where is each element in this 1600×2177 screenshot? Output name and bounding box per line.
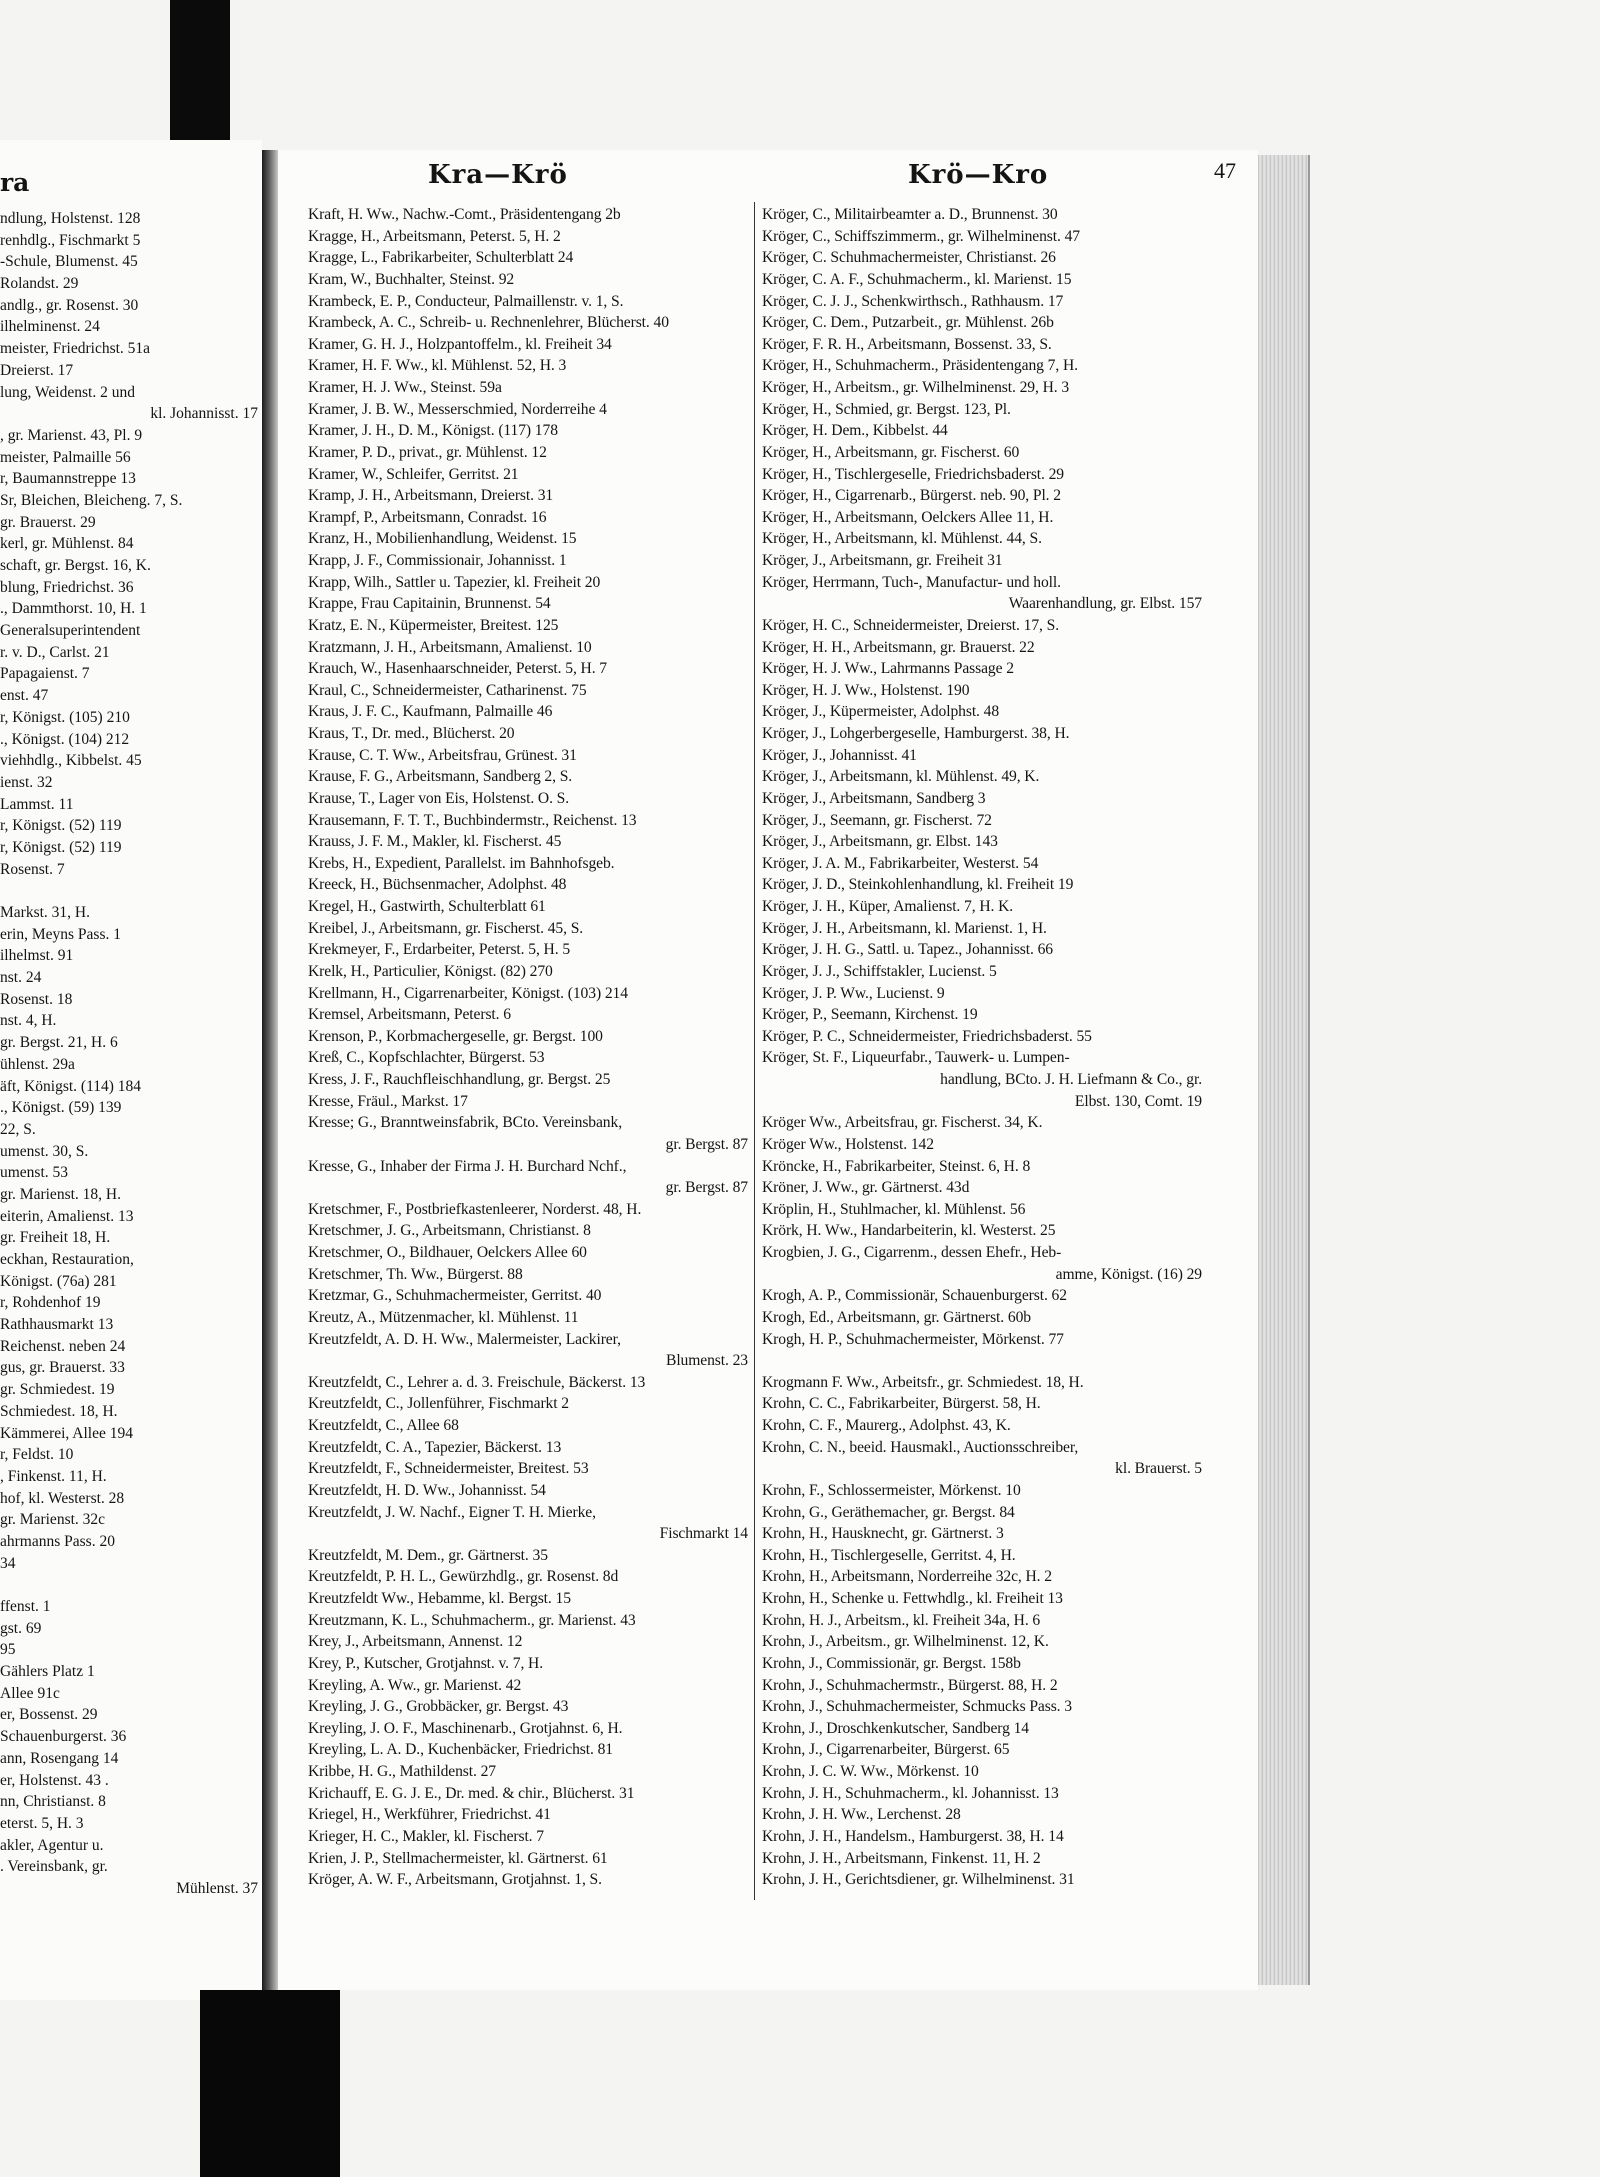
directory-entry: Kram, W., Buchhalter, Steinst. 92 [308, 270, 515, 288]
directory-entry: amme, Königst. (16) 29 [1055, 1265, 1202, 1283]
directory-entry: Kröger, H., Schuhmacherm., Präsidentengang 7, H. [762, 357, 1078, 375]
directory-entry: Kröger, P. C., Schneidermeister, Friedrichsbaderst. 55 [762, 1027, 1092, 1045]
directory-entry: Krapp, J. F., Commissionair, Johannisst. 1 [308, 552, 567, 569]
directory-entry: Krichauff, E. G. J. E., Dr. med. & chir., Blücherst. 31 [308, 1784, 635, 1802]
directory-entry: Kröger, J. J., Schiffstakler, Lucienst. 5 [762, 962, 997, 980]
left-page-line: schaft, gr. Bergst. 16, K. [0, 557, 151, 574]
directory-entry: Kregel, H., Gastwirth, Schulterblatt 61 [308, 898, 546, 915]
directory-entry: Kreibel, J., Arbeitsmann, gr. Fischerst. 45, S. [308, 919, 584, 937]
directory-entry: Kröger, J. H., Arbeitsmann, kl. Marienst. 1, H. [762, 919, 1047, 937]
directory-entry: Kreutzfeldt, J. W. Nachf., Eigner T. H. Mierke, [308, 1503, 596, 1521]
left-page-line: Allee 91c [0, 1684, 60, 1702]
left-page [0, 140, 262, 2000]
directory-entry: Kreutz, A., Mützenmacher, kl. Mühlenst. 11 [308, 1308, 579, 1326]
directory-entry: Kröger, C., Schiffszimmerm., gr. Wilhelminenst. 47 [762, 227, 1080, 245]
directory-entry: Krambeck, A. C., Schreib- u. Rechnenlehrer, Blücherst. 40 [308, 314, 669, 332]
directory-entry: Kretschmer, Th. Ww., Bürgerst. 88 [308, 1265, 523, 1283]
left-page-line: r, Königst. (52) 119 [0, 838, 122, 856]
directory-entry: Kröger, J. A. M., Fabrikarbeiter, Westerst. 54 [762, 854, 1039, 872]
left-page-line: ., Dammthorst. 10, H. 1 [0, 600, 147, 618]
left-page-line: gr. Marienst. 32c [0, 1511, 106, 1529]
directory-entry: Kramp, J. H., Arbeitsmann, Dreierst. 31 [308, 487, 554, 505]
running-head-right: Krö—Kro [908, 160, 1049, 190]
directory-entry: Kreutzfeldt, C. A., Tapezier, Bäckerst. 13 [308, 1438, 562, 1456]
left-page-line: gr. Marienst. 18, H. [0, 1185, 121, 1203]
left-page-line: Generalsuperintendent [0, 622, 141, 640]
directory-entry: Kröger, J. D., Steinkohlenhandlung, kl. Freiheit 19 [762, 876, 1074, 894]
directory-entry: Kriegel, H., Werkführer, Friedrichst. 41 [308, 1806, 551, 1824]
directory-entry: Kresse, G., Inhaber der Firma J. H. Burchard Nchf., [308, 1157, 627, 1175]
left-page-line: ndlung, Holstenst. 128 [0, 210, 141, 227]
left-page-line: ann, Rosengang 14 [0, 1749, 119, 1767]
directory-entry: Kreutzfeldt, F., Schneidermeister, Breitest. 53 [308, 1460, 589, 1478]
directory-entry: Krohn, J. H. Ww., Lerchenst. 28 [762, 1806, 961, 1824]
directory-entry: Kramer, G. H. J., Holzpantoffelm., kl. Freiheit 34 [308, 335, 612, 353]
left-page-line: Kämmerei, Allee 194 [0, 1424, 133, 1442]
left-page-line: meister, Friedrichst. 51a [0, 340, 151, 358]
directory-entry: Kratz, E. N., Küpermeister, Breitest. 125 [308, 616, 559, 634]
directory-entry: Kröger, J. H., Küper, Amalienst. 7, H. K. [762, 898, 1014, 915]
directory-entry: handlung, BCto. J. H. Liefmann & Co., gr. [940, 1071, 1202, 1088]
left-page-line [0, 1574, 258, 1596]
directory-entry: Kröger, St. F., Liqueurfabr., Tauwerk- u. Lumpen- [762, 1049, 1070, 1067]
directory-entry: Krohn, J., Cigarrenarbeiter, Bürgerst. 65 [762, 1741, 1010, 1759]
left-page-line: Dreierst. 17 [0, 361, 74, 379]
directory-entry: Kröncke, H., Fabrikarbeiter, Steinst. 6, H. 8 [762, 1157, 1031, 1175]
right-page [278, 150, 1258, 1990]
directory-entry: Kröger, J., Küpermeister, Adolphst. 48 [762, 703, 1000, 721]
directory-entry: Krohn, J., Schuhmachermeister, Schmucks Pass. 3 [762, 1698, 1072, 1716]
directory-entry: Kröger, J. H. G., Sattl. u. Tapez., Johannisst. 66 [762, 941, 1053, 959]
left-page-line: nst. 24 [0, 969, 42, 987]
left-page-line: Schmiedest. 18, H. [0, 1402, 118, 1420]
directory-entry: Kröger, C., Militairbeamter a. D., Brunnenst. 30 [762, 206, 1058, 223]
directory-entry: Krenson, P., Korbmachergeselle, gr. Bergst. 100 [308, 1027, 603, 1045]
directory-entry: Kröger, H., Schmied, gr. Bergst. 123, Pl. [762, 400, 1011, 418]
left-page-line: 34 [0, 1554, 16, 1572]
directory-entry: Krausemann, F. T. T., Buchbindermstr., Reichenst. 13 [308, 811, 637, 829]
directory-entry: Krause, T., Lager von Eis, Holstenst. O. S. [308, 789, 570, 807]
left-page-line: ., Königst. (104) 212 [0, 730, 130, 748]
left-page-line: umenst. 53 [0, 1164, 69, 1182]
left-page-line: r, Königst. (105) 210 [0, 708, 130, 726]
directory-entry: Kreutzfeldt, C., Jollenführer, Fischmarkt 2 [308, 1395, 569, 1413]
binding-shadow-bottom [200, 1990, 340, 2177]
directory-entry: Krohn, F., Schlossermeister, Mörkenst. 10 [762, 1481, 1021, 1499]
left-page-line [0, 880, 258, 902]
left-page-line: kl. Johannisst. 17 [150, 405, 258, 423]
left-page-line: ienst. 32 [0, 773, 53, 791]
directory-entry: Kröger, H., Arbeitsmann, kl. Mühlenst. 44, S. [762, 530, 1042, 548]
directory-entry: Kretschmer, J. G., Arbeitsmann, Christianst. 8 [308, 1222, 591, 1240]
left-page-line: . Vereinsbank, gr. [0, 1858, 108, 1876]
directory-entry: Kreß, C., Kopfschlachter, Bürgerst. 53 [308, 1049, 545, 1067]
directory-entry: Kramer, H. J. Ww., Steinst. 59a [308, 379, 502, 396]
left-page-line: Rosenst. 18 [0, 990, 73, 1008]
directory-entry: Kröger, P., Seemann, Kirchenst. 19 [762, 1006, 978, 1024]
directory-entry: Krogh, Ed., Arbeitsmann, gr. Gärtnerst. 60b [762, 1308, 1031, 1326]
directory-entry: Kraft, H. Ww., Nachw.-Comt., Präsidentengang 2b [308, 206, 621, 223]
directory-entry: Krohn, J. H., Gerichtsdiener, gr. Wilhelminenst. 31 [762, 1871, 1075, 1889]
left-page-line: r, Königst. (52) 119 [0, 817, 122, 835]
left-page-line: 22, S. [0, 1120, 36, 1138]
directory-entry: Krause, C. T. Ww., Arbeitsfrau, Grünest. 31 [308, 746, 577, 764]
directory-entry: Kreeck, H., Büchsenmacher, Adolphst. 48 [308, 876, 567, 894]
directory-entry: Kraus, J. F. C., Kaufmann, Palmaille 46 [308, 703, 553, 721]
left-page-line: Rolandst. 29 [0, 275, 79, 293]
directory-column-2 [762, 204, 1206, 1891]
directory-entry: Krohn, C. F., Maurerg., Adolphst. 43, K. [762, 1417, 1011, 1434]
left-page-line: enst. 47 [0, 687, 49, 705]
left-page-line: Gählers Platz 1 [0, 1663, 95, 1681]
directory-entry: Krohn, H., Arbeitsmann, Norderreihe 32c, H. 2 [762, 1568, 1052, 1586]
left-page-line: lung, Weidenst. 2 und [0, 383, 135, 401]
directory-entry: Kröger, J., Arbeitsmann, kl. Mühlenst. 49, K. [762, 768, 1040, 786]
left-page-line: Markst. 31, H. [0, 904, 90, 921]
left-page-line: Reichenst. neben 24 [0, 1337, 126, 1355]
directory-entry: Krohn, J., Arbeitsm., gr. Wilhelminenst. 12, K. [762, 1633, 1049, 1651]
left-page-line: Schauenburgerst. 36 [0, 1728, 127, 1746]
directory-entry: Kröger, Herrmann, Tuch-, Manufactur- und holl. [762, 573, 1061, 591]
left-page-line: ilhelminenst. 24 [0, 318, 100, 336]
left-page-header: ra [0, 168, 30, 197]
directory-entry: Kröger, J., Lohgerbergeselle, Hamburgerst. 38, H. [762, 725, 1070, 742]
directory-entry: Kreyling, L. A. D., Kuchenbäcker, Friedrichst. 81 [308, 1741, 613, 1759]
left-page-line: , gr. Marienst. 43, Pl. 9 [0, 426, 143, 444]
left-page-column [0, 208, 258, 1900]
left-page-line: eterst. 5, H. 3 [0, 1814, 84, 1832]
directory-entry: Krohn, C. N., beeid. Hausmakl., Auctionsschreiber, [762, 1438, 1079, 1456]
directory-entry: Kretschmer, F., Postbriefkastenleerer, Norderst. 48, H. [308, 1200, 642, 1218]
directory-entry: Krogh, A. P., Commissionär, Schauenburgerst. 62 [762, 1287, 1067, 1305]
directory-entry: Kröger, H. J. Ww., Holstenst. 190 [762, 681, 970, 699]
left-page-line: ühlenst. 29a [0, 1055, 75, 1073]
left-page-line: gr. Bergst. 21, H. 6 [0, 1034, 118, 1052]
left-page-line: ahrmanns Pass. 20 [0, 1532, 115, 1550]
left-page-line: gr. Schmiedest. 19 [0, 1381, 115, 1399]
left-page-line: äft, Königst. (114) 184 [0, 1077, 142, 1095]
directory-entry: Krohn, J. H., Handelsm., Hamburgerst. 38, H. 14 [762, 1827, 1064, 1845]
directory-entry: Kröger Ww., Arbeitsfrau, gr. Fischerst. 34, K. [762, 1114, 1043, 1132]
directory-entry: Kröger, H., Arbeitsmann, Oelckers Allee 11, H. [762, 508, 1054, 526]
left-page-line: nn, Christianst. 8 [0, 1793, 106, 1811]
left-page-line: andlg., gr. Rosenst. 30 [0, 296, 139, 314]
directory-entry: Krohn, J., Schuhmachermstr., Bürgerst. 88, H. 2 [762, 1676, 1058, 1694]
left-page-line: 95 [0, 1641, 16, 1659]
directory-entry: Kröger, H., Tischlergeselle, Friedrichsbaderst. 29 [762, 465, 1065, 483]
directory-entry: Kramer, W., Schleifer, Gerritst. 21 [308, 465, 519, 483]
directory-entry: Kremsel, Arbeitsmann, Peterst. 6 [308, 1006, 511, 1024]
left-page-line: nst. 4, H. [0, 1012, 57, 1030]
directory-entry: Kröger, J., Arbeitsmann, gr. Freiheit 31 [762, 552, 1003, 569]
left-page-line: ffenst. 1 [0, 1598, 51, 1615]
directory-entry: Kröger, H. Dem., Kibbelst. 44 [762, 422, 948, 440]
directory-entry: Krohn, J. C. W. Ww., Mörkenst. 10 [762, 1763, 979, 1780]
directory-entry: Krauch, W., Hasenhaarschneider, Peterst. 5, H. 7 [308, 660, 607, 678]
directory-entry: Kramer, P. D., privat., gr. Mühlenst. 12 [308, 443, 547, 461]
left-page-line: viehhdlg., Kibbelst. 45 [0, 752, 142, 770]
directory-entry: Krohn, J., Commissionär, gr. Bergst. 158b [762, 1654, 1021, 1672]
left-page-line: Königst. (76a) 281 [0, 1272, 117, 1290]
directory-entry: Kreyling, J. G., Grobbäcker, gr. Bergst. 43 [308, 1698, 569, 1716]
directory-entry: Kragge, L., Fabrikarbeiter, Schulterblatt 24 [308, 249, 574, 267]
directory-entry: Kröger, C. Schuhmachermeister, Christianst. 26 [762, 249, 1056, 267]
directory-entry: Kröger, C. Dem., Putzarbeit., gr. Mühlenst. 26b [762, 314, 1054, 332]
left-page-line: Lammst. 11 [0, 795, 74, 813]
directory-entry: Kreutzfeldt, A. D. H. Ww., Malermeister, Lackirer, [308, 1330, 621, 1348]
left-page-line: umenst. 30, S. [0, 1142, 89, 1160]
left-page-line: akler, Agentur u. [0, 1836, 104, 1854]
directory-entry: Kreutzfeldt, M. Dem., gr. Gärtnerst. 35 [308, 1546, 548, 1564]
directory-entry: Kröger, C. A. F., Schuhmacherm., kl. Marienst. 15 [762, 270, 1072, 288]
left-page-line: Sr, Bleichen, Bleicheng. 7, S. [0, 491, 183, 509]
directory-entry: Kreutzfeldt, H. D. Ww., Johannisst. 54 [308, 1481, 546, 1499]
directory-entry: Krambeck, E. P., Conducteur, Palmaillenstr. v. 1, S. [308, 292, 624, 310]
directory-entry: Krampf, P., Arbeitsmann, Conradst. 16 [308, 508, 547, 526]
directory-entry: Kröger, J., Arbeitsmann, Sandberg 3 [762, 789, 986, 807]
left-page-line: r, Rohdenhof 19 [0, 1294, 101, 1312]
binding-shadow-top [170, 0, 230, 150]
left-page-line: eiterin, Amalienst. 13 [0, 1207, 134, 1225]
directory-entry: Kramer, H. F. Ww., kl. Mühlenst. 52, H. 3 [308, 357, 567, 375]
directory-entry: Krause, F. G., Arbeitsmann, Sandberg 2, S. [308, 768, 573, 786]
directory-entry: Kratzmann, J. H., Arbeitsmann, Amalienst. 10 [308, 638, 592, 656]
directory-entry: Krohn, J., Droschkenkutscher, Sandberg 14 [762, 1719, 1029, 1737]
directory-entry: Elbst. 130, Comt. 19 [1074, 1092, 1202, 1110]
directory-entry: Krogmann F. Ww., Arbeitsfr., gr. Schmiedest. 18, H. [762, 1373, 1084, 1391]
left-page-line: Papagaienst. 7 [0, 665, 90, 683]
left-page-line: meister, Palmaille 56 [0, 448, 131, 466]
directory-entry: Kröger, H. C., Schneidermeister, Dreierst. 17, S. [762, 616, 1059, 634]
left-page-line: er, Holstenst. 43 . [0, 1771, 109, 1789]
directory-entry: Krey, P., Kutscher, Grotjahnst. v. 7, H. [308, 1654, 544, 1672]
directory-entry: Krien, J. P., Stellmachermeister, kl. Gärtnerst. 61 [308, 1849, 608, 1867]
directory-entry: Kranz, H., Mobilienhandlung, Weidenst. 15 [308, 530, 577, 548]
directory-entry: Kraus, T., Dr. med., Blücherst. 20 [308, 725, 515, 742]
left-page-line: Rosenst. 7 [0, 860, 65, 878]
directory-entry: Kress, J. F., Rauchfleischhandlung, gr. Bergst. 25 [308, 1071, 611, 1088]
directory-entry: gr. Bergst. 87 [665, 1179, 748, 1197]
directory-entry: Kretschmer, O., Bildhauer, Oelckers Allee 60 [308, 1244, 587, 1261]
left-page-line: renhdlg., Fischmarkt 5 [0, 231, 141, 249]
left-page-line: gst. 69 [0, 1619, 42, 1637]
left-page-line: gr. Brauerst. 29 [0, 513, 96, 531]
directory-entry [762, 1350, 1206, 1372]
directory-entry: Kreyling, J. O. F., Maschinenarb., Grotjahnst. 6, H. [308, 1719, 623, 1737]
directory-entry: Waarenhandlung, gr. Elbst. 157 [1008, 595, 1202, 613]
directory-entry: Krellmann, H., Cigarrenarbeiter, Königst. (103) 214 [308, 984, 628, 1002]
directory-entry: Kröger, A. W. F., Arbeitsmann, Grotjahnst. 1, S. [308, 1871, 602, 1889]
directory-entry: Kresse, Fräul., Markst. 17 [308, 1092, 468, 1110]
directory-entry: Kröger, H., Arbeitsm., gr. Wilhelminenst. 29, H. 3 [762, 379, 1070, 396]
left-page-line: Rathhausmarkt 13 [0, 1316, 114, 1334]
directory-entry: Kröger, J., Johannisst. 41 [762, 746, 917, 764]
left-page-line: hof, kl. Westerst. 28 [0, 1489, 125, 1507]
page-stack-edge [1258, 155, 1310, 1985]
directory-entry: Kröger, F. R. H., Arbeitsmann, Bossenst. 33, S. [762, 335, 1052, 353]
directory-entry: Kröger, H., Arbeitsmann, gr. Fischerst. 60 [762, 443, 1020, 461]
directory-entry: Krappe, Frau Capitainin, Brunnenst. 54 [308, 595, 551, 613]
directory-entry: Kreutzfeldt, P. H. L., Gewürzhdlg., gr. Rosenst. 8d [308, 1568, 619, 1586]
directory-entry: Kröger, C. J. J., Schenkwirthsch., Rathhausm. 17 [762, 292, 1064, 310]
directory-entry: Krauss, J. F. M., Makler, kl. Fischerst. 45 [308, 833, 562, 851]
directory-entry: Kresse; G., Branntweinsfabrik, BCto. Vereinsbank, [308, 1114, 622, 1132]
directory-entry: Blumenst. 23 [666, 1352, 748, 1370]
directory-entry: Krogbien, J. G., Cigarrenm., dessen Ehefr., Heb- [762, 1244, 1062, 1261]
left-page-line: r, Feldst. 10 [0, 1446, 74, 1464]
left-page-line: r, Baumannstreppe 13 [0, 470, 136, 488]
directory-entry: Kreutzmann, K. L., Schuhmacherm., gr. Marienst. 43 [308, 1611, 636, 1629]
left-page-line: r. v. D., Carlst. 21 [0, 643, 110, 661]
directory-entry: Kröner, J. Ww., gr. Gärtnerst. 43d [762, 1179, 970, 1197]
directory-entry: Krieger, H. C., Makler, kl. Fischerst. 7 [308, 1827, 544, 1845]
directory-entry: Krey, J., Arbeitsmann, Annenst. 12 [308, 1633, 523, 1651]
column-divider [754, 202, 755, 1900]
left-page-line: gr. Freiheit 18, H. [0, 1229, 111, 1247]
directory-entry: Krebs, H., Expedient, Parallelst. im Bahnhofsgeb. [308, 854, 615, 872]
directory-entry: gr. Bergst. 87 [665, 1135, 748, 1153]
directory-entry: Krohn, G., Geräthemacher, gr. Bergst. 84 [762, 1503, 1015, 1521]
directory-entry: Kreutzfeldt, C., Lehrer a. d. 3. Freischule, Bäckerst. 13 [308, 1373, 646, 1391]
directory-entry: Kramer, J. H., D. M., Königst. (117) 178 [308, 422, 558, 440]
directory-entry: Kraul, C., Schneidermeister, Catharinenst. 75 [308, 681, 587, 699]
left-page-line: ilhelmst. 91 [0, 947, 74, 965]
directory-entry: Krogh, H. P., Schuhmachermeister, Mörkenst. 77 [762, 1330, 1064, 1348]
left-page-line: er, Bossenst. 29 [0, 1706, 98, 1724]
directory-entry: Kretzmar, G., Schuhmachermeister, Gerritst. 40 [308, 1287, 602, 1305]
directory-entry: Kramer, J. B. W., Messerschmied, Norderreihe 4 [308, 400, 607, 418]
directory-entry: Kreutzfeldt Ww., Hebamme, kl. Bergst. 15 [308, 1590, 571, 1607]
directory-entry: Krörk, H. Ww., Handarbeiterin, kl. Westerst. 25 [762, 1222, 1056, 1240]
directory-entry: Kröplin, H., Stuhlmacher, kl. Mühlenst. 56 [762, 1200, 1026, 1218]
directory-entry: Kröger Ww., Holstenst. 142 [762, 1135, 934, 1153]
directory-entry: Kröger, H. H., Arbeitsmann, gr. Brauerst. 22 [762, 638, 1035, 656]
left-page-line: erin, Meyns Pass. 1 [0, 925, 121, 943]
left-page-line: gus, gr. Brauerst. 33 [0, 1359, 125, 1377]
directory-entry: Fischmarkt 14 [659, 1525, 748, 1543]
book-gutter [262, 150, 278, 1990]
directory-entry: Krohn, H., Schenke u. Fettwhdlg., kl. Freiheit 13 [762, 1590, 1063, 1607]
directory-entry: Krohn, C. C., Fabrikarbeiter, Bürgerst. 58, H. [762, 1395, 1041, 1413]
directory-entry: Kreyling, A. Ww., gr. Marienst. 42 [308, 1676, 522, 1694]
left-page-line: eckhan, Restauration, [0, 1251, 134, 1268]
directory-entry: Krohn, H., Hausknecht, gr. Gärtnerst. 3 [762, 1525, 1004, 1543]
directory-entry: Krohn, J. H., Arbeitsmann, Finkenst. 11, H. 2 [762, 1849, 1041, 1867]
directory-entry: Kragge, H., Arbeitsmann, Peterst. 5, H. 2 [308, 227, 561, 245]
directory-entry: Kröger, J., Arbeitsmann, gr. Elbst. 143 [762, 833, 998, 851]
left-page-line: kerl, gr. Mühlenst. 84 [0, 535, 134, 553]
directory-entry: Kröger, J. P. Ww., Lucienst. 9 [762, 984, 945, 1002]
left-page-line: ., Königst. (59) 139 [0, 1099, 122, 1117]
directory-entry: Krohn, H. J., Arbeitsm., kl. Freiheit 34a, H. 6 [762, 1611, 1041, 1629]
directory-entry: Krekmeyer, F., Erdarbeiter, Peterst. 5, H. 5 [308, 941, 571, 959]
page-number: 47 [1214, 158, 1236, 183]
directory-entry: kl. Brauerst. 5 [1115, 1460, 1202, 1478]
directory-entry: Kreutzfeldt, C., Allee 68 [308, 1417, 459, 1434]
running-head-left: Kra—Krö [428, 160, 568, 190]
left-page-line: -Schule, Blumenst. 45 [0, 253, 138, 271]
left-page-line: blung, Friedrichst. 36 [0, 578, 134, 596]
left-page-line: , Finkenst. 11, H. [0, 1467, 107, 1485]
left-page-line: Mühlenst. 37 [176, 1879, 258, 1897]
directory-column-1 [308, 204, 752, 1891]
directory-entry: Kröger, H. J. Ww., Lahrmanns Passage 2 [762, 660, 1014, 678]
directory-entry: Krohn, H., Tischlergeselle, Gerritst. 4, H. [762, 1546, 1016, 1564]
directory-entry: Krapp, Wilh., Sattler u. Tapezier, kl. Freiheit 20 [308, 573, 601, 591]
directory-entry: Krohn, J. H., Schuhmacherm., kl. Johannisst. 13 [762, 1784, 1059, 1802]
directory-entry: Kröger, J., Seemann, gr. Fischerst. 72 [762, 811, 992, 829]
directory-entry: Kribbe, H. G., Mathildenst. 27 [308, 1763, 497, 1780]
directory-entry: Krelk, H., Particulier, Königst. (82) 270 [308, 962, 553, 980]
directory-entry: Kröger, H., Cigarrenarb., Bürgerst. neb. 90, Pl. 2 [762, 487, 1061, 505]
